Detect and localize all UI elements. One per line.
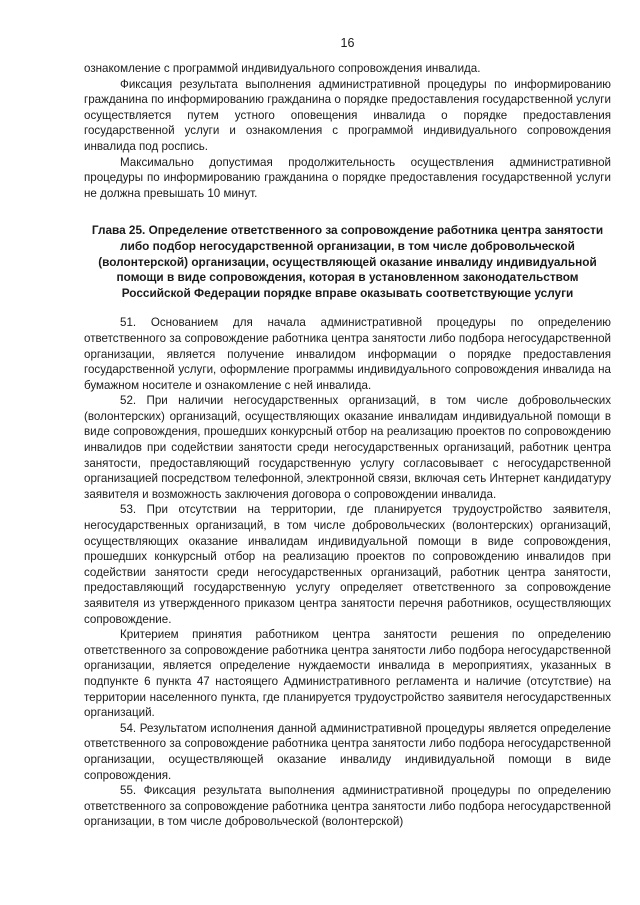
paragraph-54: 54. Результатом исполнения данной административной процедуры является определение ответственного за сопровождение работника центра занятости либо подбора негосударственной организации, осуществляющей оказание инвалиду индивидуальной помощи в виде сопровождения. (84, 721, 611, 782)
document-page (84, 36, 611, 830)
paragraph-52: 52. При наличии негосударственных организаций, в том числе добровольческих (волонтерских) организаций, осуществляющих оказание инвалидам индивидуальной помощи в виде сопровождения, прошедших конкурсный отбор на реализацию проектов по сопровождению инвалидов при содействии занятости среди негосударственных организаций, работник центра занятости, предоставляющий государственную услугу согласовывает с негосударственной организацией посредством телефонной, электронной связи, включая сеть Интернет кандидатуру заявителя и возможность заключения договора о сопровождении инвалида. (84, 394, 611, 501)
chapter-heading: Глава 25. Определение ответственного за сопровождение работника центра занятости либо подбор негосударственной организации, в том числе добровольческой (волонтерской) организации, осуществляющей оказание инвалиду индивидуальной помощи в виде сопровождения, которая в установленном законодательством Российской Федерации порядке вправе оказывать соответствующие услуги (91, 223, 604, 300)
page-number: 16 (340, 36, 355, 50)
paragraph-criterion: Критерием принятия работником центра занятости решения по определению ответственного за сопровождение работника центра занятости либо подбора негосударственной организации, является определение нуждаемости инвалида в мероприятиях, указанных в подпункте 6 пункта 47 настоящего Административного регламента и наличие (отсутствие) на территории населенного пункта, где планируется трудоустройство заявителя негосударственных организаций. (84, 628, 611, 720)
paragraph-53: 53. При отсутствии на территории, где планируется трудоустройство заявителя, негосударственных организаций, в том числе добровольческих (волонтерских) организаций, осуществляющих оказание инвалидам индивидуальной помощи в виде сопровождения, прошедших конкурсный отбор на реализацию проектов по сопровождению инвалидов при содействии занятости среди негосударственных организаций, работник центра занятости, предоставляющий государственную услугу определяет ответственного за сопровождение заявителя из утвержденного приказом центра занятости перечня работников, осуществляющих сопровождение. (84, 503, 611, 626)
paragraph-51: 51. Основанием для начала административной процедуры по определению ответственного за сопровождение работника центра занятости либо подбора негосударственной организации, является получение инвалидом информации о порядке предоставления государственной услуги, оформление программы индивидуального сопровождения инвалида на бумажном носителе и ознакомление с ней инвалида. (84, 316, 611, 392)
paragraph-fixation-result: Фиксация результата выполнения административной процедуры по информированию гражданина по информированию гражданина о порядке предоставления государственной услуги осуществляется путем устного оповещения инвалида о порядке предоставления государственной услуги и ознакомления с программой индивидуального сопровождения инвалида под роспись. (84, 77, 611, 153)
paragraph-max-duration: Максимально допустимая продолжительность осуществления административной процедуры по информированию гражданина о порядке предоставления государственной услуги не должна превышать 10 минут. (84, 155, 611, 200)
paragraph-55: 55. Фиксация результата выполнения административной процедуры по определению ответственного за сопровождение работника центра занятости либо подбора негосударственной организации, в том числе добровольческой (волонтерской) (84, 784, 611, 829)
paragraph-intro-continuation: ознакомление с программой индивидуального сопровождения инвалида. (84, 62, 481, 75)
